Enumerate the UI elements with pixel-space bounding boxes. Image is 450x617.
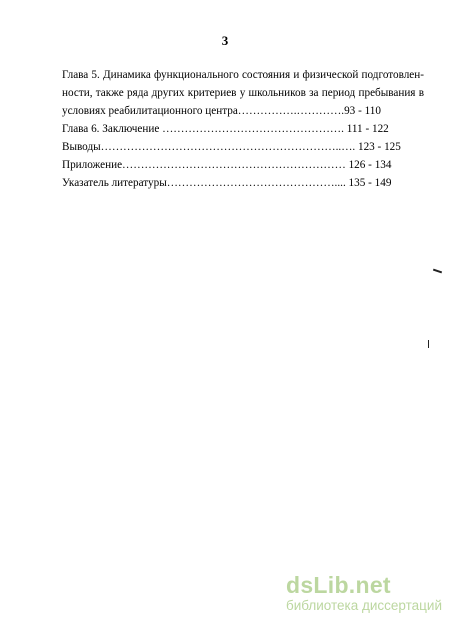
toc-line-chapter5-part3: условиях реабилитационного центра…………….………….93 - 110 <box>62 105 381 117</box>
scan-mark <box>428 340 429 348</box>
watermark-logo: dsLib.net <box>285 572 391 598</box>
toc-line-appendix: Приложение…………………………………………………… 126 - 134 <box>62 159 392 171</box>
toc-line-references: Указатель литературы……………………………………….... 135 - 149 <box>62 177 392 189</box>
page-number: 3 <box>221 33 229 48</box>
toc-line-chapter5-part2: ности, также ряда других критериев у школьников за период пребывания в <box>62 87 424 99</box>
scan-mark <box>433 269 442 274</box>
toc-line-chapter6: Глава 6. Заключение …………………………………………. 111 - 122 <box>62 123 389 135</box>
toc-line-conclusions: Выводы………………………………………………………..…. 123 - 125 <box>62 141 401 153</box>
watermark <box>286 574 442 613</box>
toc-line-chapter5-part1: Глава 5. Динамика функционального состояния и физической подготовлен- <box>62 69 424 81</box>
watermark-tagline: библиотека диссертаций <box>285 598 442 613</box>
table-of-contents <box>62 66 424 192</box>
